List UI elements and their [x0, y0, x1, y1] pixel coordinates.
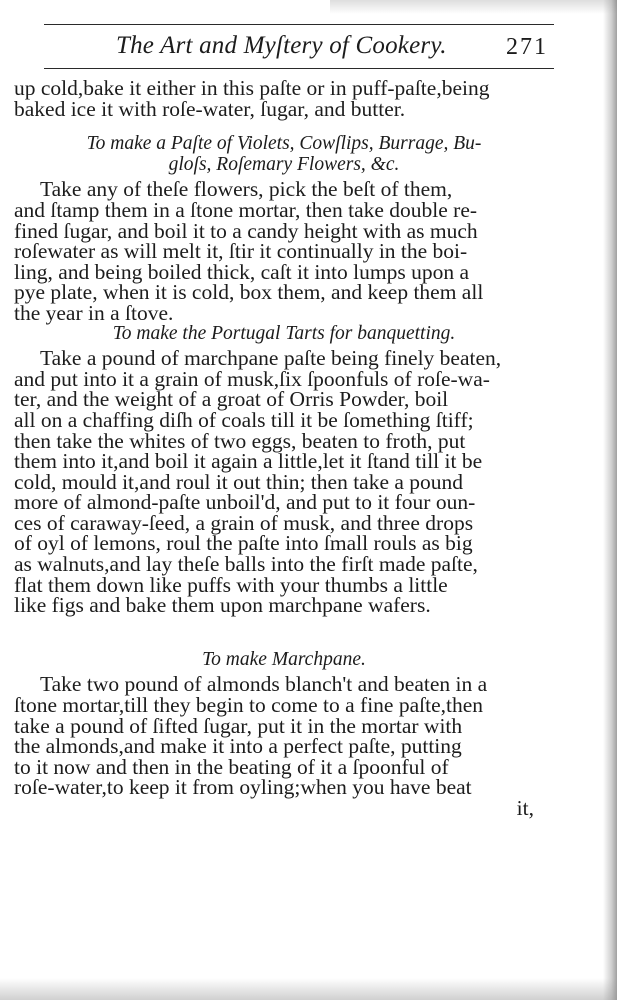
header-rule-top	[44, 24, 554, 25]
page-body	[14, 78, 554, 819]
page-number: 271	[506, 34, 548, 60]
text-line: the year in a ſtove.	[14, 300, 174, 325]
text-line: of oyl of lemons, roul the paſte into ſmall rouls as big	[14, 531, 473, 556]
recipe-heading: gloſs, Roſemary Flowers, &c.	[168, 153, 400, 175]
text-line: up cold,bake it either in this paſte or in puff-paſte,being	[14, 76, 490, 100]
text-line: ſtone mortar,till they begin to come to a fine paſte,then	[14, 693, 484, 718]
text-line: baked ice it with roſe-water, ſugar, and butter.	[14, 96, 406, 121]
text-line: them into it,and boil it again a little,let it ſtand till it be	[14, 449, 483, 474]
recipe-heading: To make a Paſte of Violets, Cowſlips, Burrage, Bu-	[86, 133, 482, 155]
recipe-heading: To make Marchpane.	[202, 648, 366, 670]
text-line: cold, mould it,and roul it out thin; then take a pound	[14, 469, 464, 494]
scan-shadow-bottom	[0, 978, 617, 1000]
text-line: all on a chaffing diſh of coals till it be ſomething ſtiff;	[14, 407, 474, 432]
text-line: flat them down like puffs with your thumbs a little	[14, 572, 448, 597]
text-line: pye plate, when it is cold, box them, and keep them all	[14, 280, 484, 305]
text-line: and ſtamp them in a ſtone mortar, then take double re-	[14, 197, 478, 222]
text-line: to it now and then in the beating of it a ſpoonful of	[14, 754, 449, 779]
text-line: like figs and bake them upon marchpane wafers.	[14, 593, 431, 618]
text-line: ling, and being boiled thick, caſt it into lumps upon a	[14, 259, 470, 284]
text-line: fined ſugar, and boil it to a candy height with as much	[14, 218, 478, 243]
catchword: it,	[516, 796, 534, 820]
text-line: and put into it a grain of musk,ſix ſpoonfuls of roſe-wa-	[14, 366, 490, 391]
header-rule-bottom	[44, 68, 554, 69]
text-line: ces of caraway-ſeed, a grain of musk, and three drops	[14, 510, 474, 535]
text-line: roſe-water,to keep it from oyling;when you have beat	[14, 775, 472, 800]
scan-shadow-right	[603, 0, 617, 1000]
running-head	[44, 32, 554, 66]
text-line: take a pound of ſifted ſugar, put it in the mortar with	[14, 713, 463, 738]
running-head-title: The Art and Myſtery of Cookery.	[116, 32, 447, 59]
recipe-heading: To make the Portugal Tarts for banquetting.	[112, 322, 456, 344]
text-line: more of almond-paſte unboil'd, and put to it four oun-	[14, 490, 476, 515]
text-line: Take a pound of marchpane paſte being finely beaten,	[40, 346, 502, 371]
text-line: Take two pound of almonds blanch't and beaten in a	[40, 672, 488, 697]
text-line: ter, and the weight of a groat of Orris Powder, boil	[14, 387, 449, 412]
text-line: roſewater as will melt it, ſtir it continually in the boi-	[14, 239, 468, 264]
text-line: as walnuts,and lay theſe balls into the firſt made paſte,	[14, 552, 478, 577]
text-line: the almonds,and make it into a perfect paſte, putting	[14, 734, 462, 759]
scan-shadow-top	[330, 0, 617, 14]
text-line: Take any of theſe flowers, pick the beſt of them,	[40, 177, 453, 202]
text-line: then take the whites of two eggs, beaten to froth, put	[14, 428, 466, 453]
